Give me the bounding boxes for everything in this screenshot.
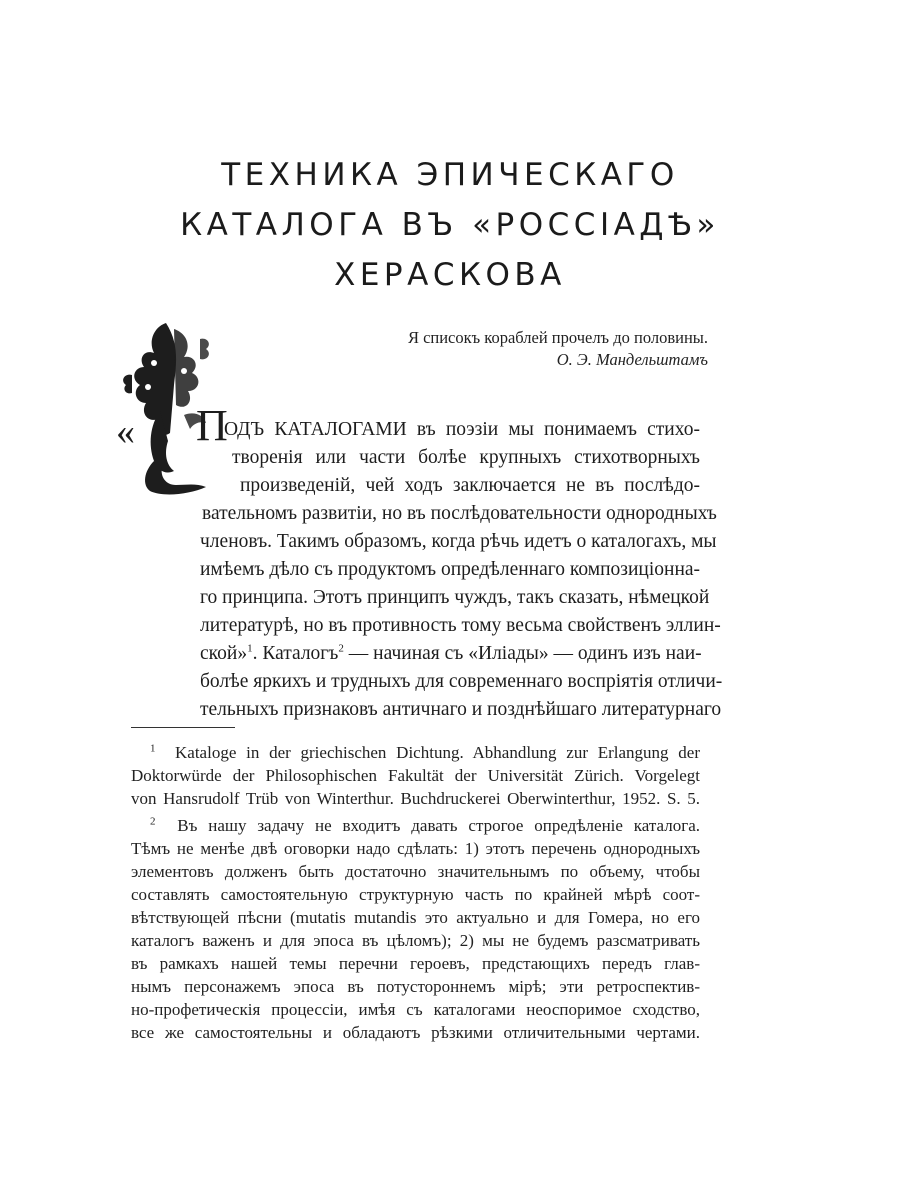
body-line: вательномъ развитіи, но въ послѣдовательности однородныхъ <box>202 503 717 524</box>
footnote-2-line: элементовъ долженъ быть достаточно значительнымъ по объему, чтобы <box>131 862 700 881</box>
footnote-2-line: нымъ персонажемъ эпоса въ потустороннемъ мірѣ; эти ретроспектив- <box>131 977 700 996</box>
body-line: литературѣ, но въ противность тому весьма свойственъ эллин- <box>200 615 721 636</box>
footnote-divider <box>131 727 235 728</box>
footnote-ref-1[interactable]: 1 <box>247 642 253 655</box>
body-line: тельныхъ признаковъ античнаго и позднѣйшаго литературнаго <box>200 699 722 720</box>
body-line: творенія или части болѣе крупныхъ стихотворныхъ <box>232 447 700 468</box>
title-line-1: ТЕХНИКА ЭПИЧЕСКАГО <box>221 157 679 193</box>
footnote-1-line: von Hansrudolf Trüb von Winterthur. Buchdruckerei Oberwinterthur, 1952. S. 5. <box>131 789 700 808</box>
footnote-2-line: но-профетическія процессіи, имѣя съ каталогами неоспоримое сходство, <box>131 1000 700 1019</box>
body-text: — начиная съ «Иліады» — одинъ изъ наи- <box>343 643 702 664</box>
body-line: болѣе яркихъ и трудныхъ для современнаго воспріятія отличи- <box>200 671 723 692</box>
title-line-3: ХЕРАСКОВА <box>334 257 566 293</box>
footnote-2-line: Тѣмъ не менѣе двѣ оговорки надо сдѣлать: 1) этотъ перечень однородныхъ <box>131 839 700 858</box>
body-line: ОДЪ КАТАЛОГАМИ въ поэзіи мы понимаемъ стихо- <box>224 419 700 440</box>
footnote-2-number: 2 <box>150 815 156 828</box>
title-line-2: КАТАЛОГА ВЪ «РОССІАДѢ» <box>180 207 720 243</box>
footnote-1-number: 1 <box>150 742 156 755</box>
footnote-text: Въ нашу задачу не входитъ давать строгое опредѣленіе каталога. <box>177 816 701 835</box>
footnote-2-line: вѣтствующей пѣсни (mutatis mutandis это актуально и для Гомера, но его <box>131 908 700 927</box>
footnote-text: Kataloge in der griechischen Dichtung. Abhandlung zur Erlangung der <box>175 743 701 762</box>
opening-quote: « <box>116 411 135 453</box>
body-line: имѣемъ дѣло съ продуктомъ опредѣленнаго композиціонна- <box>200 559 701 580</box>
footnote-2-line: все же самостоятельны и обладаютъ рѣзкими отличительными чертами. <box>131 1023 700 1042</box>
epigraph-text: Я списокъ кораблей прочелъ до половины. <box>407 328 708 347</box>
footnote-1-line <box>150 741 700 764</box>
body-text: . Каталогъ <box>252 643 339 664</box>
drop-cap: П <box>196 401 228 450</box>
epigraph-author: О. Э. Мандельштамъ <box>556 350 708 369</box>
footnote-2-line <box>150 814 700 837</box>
body-text: ской» <box>200 643 248 664</box>
footnote-2-line: каталогъ важенъ и для эпоса въ цѣломъ); 2) мы не будемъ разсматривать <box>131 931 700 950</box>
body-line: го принципа. Этотъ принципъ чуждъ, такъ сказать, нѣмецкой <box>200 587 710 608</box>
body-line-with-refs <box>200 640 700 668</box>
footnote-ref-2[interactable]: 2 <box>338 642 344 655</box>
body-line: произведеній, чей ходъ заключается не въ послѣдо- <box>240 475 700 496</box>
chapter-title <box>120 150 780 300</box>
body-line: членовъ. Такимъ образомъ, когда рѣчь идетъ о каталогахъ, мы <box>200 531 717 552</box>
footnote-2-line: въ рамкахъ нашей темы перечни героевъ, предстающихъ передъ глав- <box>131 954 700 973</box>
footnote-2-line: составлять самостоятельную структурную часть по крайней мѣрѣ соот- <box>131 885 700 904</box>
epigraph <box>408 327 708 371</box>
footnote-1-line: Doktorwürde der Philosophischen Fakultät der Universität Zürich. Vorgelegt <box>131 766 700 785</box>
